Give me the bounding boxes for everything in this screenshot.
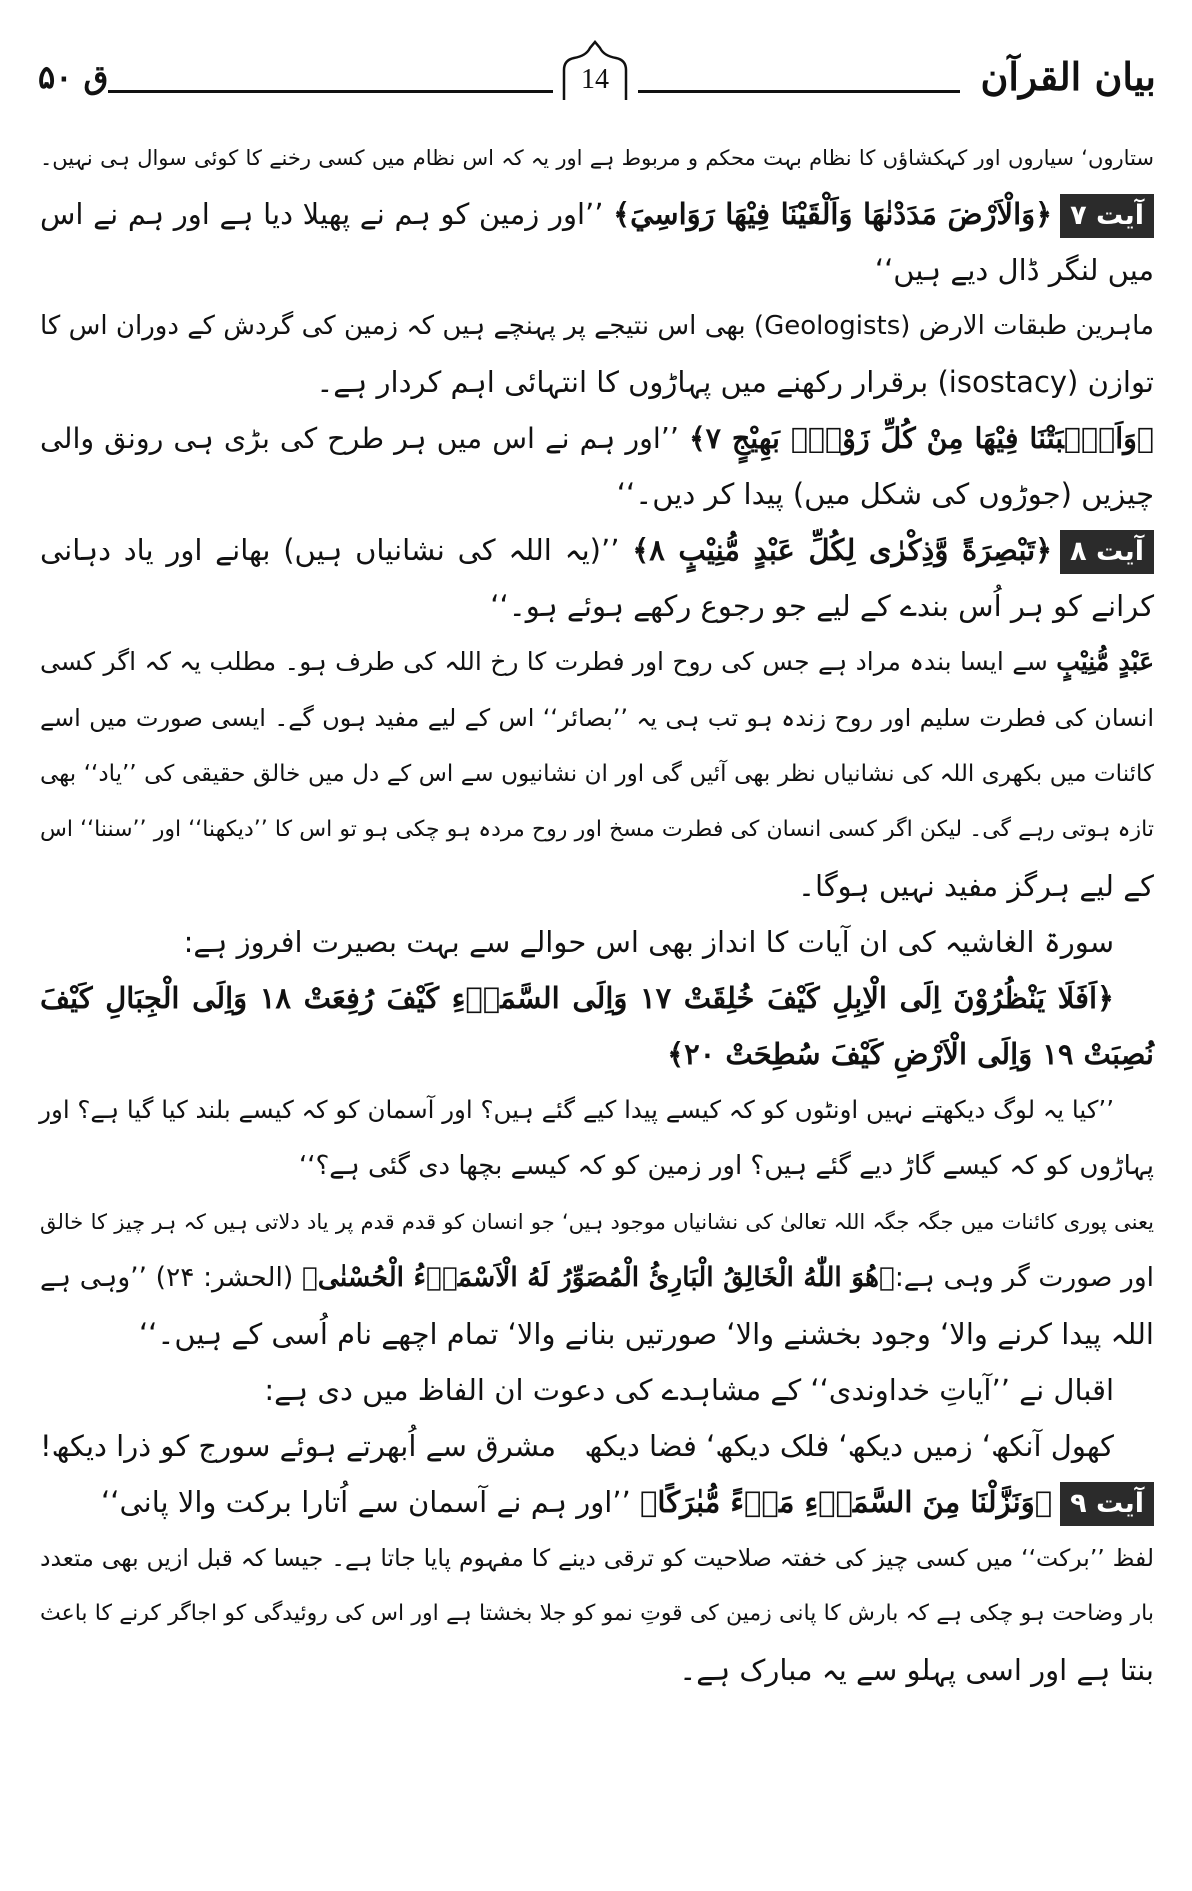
arabic-verse: ﴿وَاَنْۢبَتْنَا فِيْهَا مِنْ كُلِّ زَوْجٍۭ بَهِيْجٍ ۷﴾ [688, 421, 1154, 455]
translation: ’’اور ہم نے اس میں ہر طرح کی بڑی ہی رونق والی [40, 422, 679, 455]
text-line: ماہرین طبقات الارض (Geologists) بھی اس نتیجے پر پہنچے ہیں کہ زمین کی گردش کے دوران اس کا [40, 311, 1155, 341]
text-line: توازن (isostacy) برقرار رکھنے میں پہاڑوں کا انتہائی اہم کردار ہے۔ [316, 365, 1154, 399]
arabic-verse: ﴿تَبْصِرَةً وَّذِكْرٰى لِكُلِّ عَبْدٍ مُّنِيْبٍ ۸﴾ [632, 533, 1053, 567]
commentary: سے ایسا بندہ مراد ہے جس کی روح اور فطرت کا رخ اللہ کی طرف ہو۔ مطلب یہ کہ اگر کسی [40, 647, 1048, 676]
text-line: ستاروں‘ سیاروں اور کہکشاؤں کا نظام بہت محکم و مربوط ہے اور یہ کہ اس نظام میں کسی رخنے کا کوئی سوال ہی نہیں۔ [40, 146, 1154, 170]
translation: ’’اور زمین کو ہم نے پھیلا دیا ہے اور ہم نے اس [40, 197, 604, 231]
verse-line [40, 1250, 1154, 1306]
verse-number-badge: آیت ۷ [1060, 194, 1154, 238]
text-line: لفظ ’’برکت‘‘ میں کسی چیز کی خفتہ صلاحیت کو ترقی دینے کا مفہوم پایا جاتا ہے۔ جیسا کہ قبل ازیں بھی متعدد [40, 1544, 1154, 1572]
text-line: اللہ پیدا کرنے والا‘ وجود بخشنے والا‘ صورتیں بنانے والا‘ تمام اچھے نام اُسی کے ہیں۔‘‘ [138, 1317, 1154, 1351]
text-line: یعنی پوری کائنات میں جگہ جگہ اللہ تعالیٰ کی نشانیاں موجود ہیں‘ جو انسان کو قدم قدم پر یاد دلاتی ہیں کہ ہر چیز کا خالق [40, 1210, 1154, 1234]
text-line: کائنات میں بکھری اللہ کی نشانیاں نظر بھی آئیں گی اور ان نشانیوں سے اس کے دل میں خالق حقیقی کی ’’یاد‘‘ بھی [40, 761, 1154, 787]
text-line [40, 634, 1154, 690]
text-line: بار وضاحت ہو چکی ہے کہ بارش کا پانی زمین کی قوتِ نمو کو جلا بخشتا ہے اور اس کی روئیدگی کو اجاگر کرنے کا باعث [40, 1601, 1154, 1626]
text-line: کے لیے ہرگز مفید نہیں ہوگا۔ [798, 869, 1154, 903]
page-header [38, 40, 1156, 110]
text-line: کرانے کو ہر اُس بندے کے لیے جو رجوع رکھے ہوئے ہو۔‘‘ [490, 589, 1154, 623]
text-line: بنتا ہے اور اسی پہلو سے یہ مبارک ہے۔ [679, 1653, 1154, 1687]
text-line: تازہ ہوتی رہے گی۔ لیکن اگر کسی انسان کی فطرت مسخ اور روح مردہ ہو چکی ہو تو اس کا ’’دیکھنا‘‘ اور ’’سننا‘‘ اس [40, 817, 1154, 842]
verse-line [40, 522, 1154, 578]
translation: ’’اور ہم نے آسمان سے اُتارا برکت والا پانی‘‘ [101, 1485, 631, 1519]
arabic-verse: ﴿وَالْاَرْضَ مَدَدْنٰهَا وَاَلْقَيْنَا فِيْهَا رَوَاسِيَ﴾ [613, 197, 1053, 231]
arabic-verse-line: نُصِبَتْ ۱۹ وَاِلَى الْاَرْضِ كَيْفَ سُطِحَتْ ۲۰﴾ [667, 1037, 1154, 1071]
translation-line: ’’کیا یہ لوگ دیکھتے نہیں اونٹوں کو کہ کیسے پیدا کیے گئے ہیں؟ اور آسمان کو کہ کیسے بلند کیا گیا ہے؟ اور [39, 1095, 1114, 1124]
verse-line [40, 1474, 1154, 1530]
book-title: بیان القرآن [980, 54, 1156, 99]
header-rule-left [108, 90, 553, 93]
arabic-verse: ﴿وَنَزَّلْنَا مِنَ السَّمَاۗءِ مَاۗءً مُّبٰرَكًا﴾ [639, 1485, 1053, 1519]
page-number-badge [556, 40, 634, 108]
commentary: اور صورت گر وہی ہے: [894, 1262, 1154, 1293]
text-line: میں لنگر ڈال دیے ہیں‘‘ [874, 253, 1154, 287]
translation: ’’(یہ اللہ کی نشانیاں ہیں) بھانے اور یاد دہانی [40, 533, 620, 567]
text-line: سورۃ الغاشیہ کی ان آیات کا انداز بھی اس حوالے سے بہت بصیرت افروز ہے: [183, 925, 1114, 959]
header-rule-right [638, 90, 960, 93]
text-line: چیزیں (جوڑوں کی شکل میں) پیدا کر دیں۔‘‘ [616, 477, 1154, 511]
poem-couplet [40, 1418, 1154, 1474]
verse-line [40, 186, 1154, 242]
section-label: ق ۵۰ [38, 58, 109, 96]
arabic-verse-line: ﴿اَفَلَا يَنْظُرُوْنَ اِلَى الْاِبِلِ كَيْفَ خُلِقَتْ ۱۷ وَاِلَى السَّمَاۗءِ كَيْفَ رُفِعَتْ ۱۸ وَاِلَى الْجِبَالِ كَيْفَ [40, 981, 1114, 1015]
page-number: 14 [581, 64, 609, 95]
arabic-verse: ﴿هُوَ اللّٰهُ الْخَالِقُ الْبَارِئُ الْمُصَوِّرُ لَهُ الْاَسْمَاۗءُ الْحُسْنٰى﴾ [301, 1262, 895, 1293]
poem-verse-right: کھول آنکھ‘ زمیں دیکھ‘ فلک دیکھ‘ فضا دیکھ [584, 1429, 1114, 1463]
verse-number-badge: آیت ۹ [1060, 1482, 1154, 1526]
citation: (الحشر: ۲۴) ’’وہی ہے [40, 1262, 294, 1293]
verse-line [40, 410, 1154, 466]
translation-line: پہاڑوں کو کہ کیسے گاڑ دیے گئے ہیں؟ اور زمین کو کہ کیسے بچھا دی گئی ہے؟‘‘ [298, 1151, 1154, 1181]
arabic-term: عَبْدٍ مُّنِيْبٍ [1056, 647, 1154, 676]
verse-number-badge: آیت ۸ [1060, 530, 1154, 574]
page-body [40, 130, 1154, 1698]
poem-verse-left: مشرق سے اُبھرتے ہوئے سورج کو ذرا دیکھ! [40, 1429, 557, 1463]
text-line: اقبال نے ’’آیاتِ خداوندی‘‘ کے مشاہدے کی دعوت ان الفاظ میں دی ہے: [264, 1373, 1114, 1407]
text-line: انسان کی فطرت سلیم اور روح زندہ ہو تب ہی یہ ’’بصائر‘‘ اس کے لیے مفید ہوں گے۔ ایسی صورت میں اسے [40, 704, 1154, 732]
